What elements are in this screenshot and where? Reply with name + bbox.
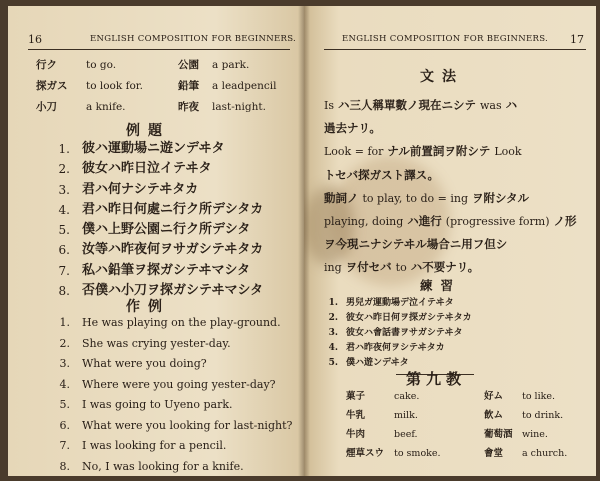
- vocab-english: to like.: [522, 391, 556, 402]
- grammar-text: ノ形: [549, 214, 577, 229]
- grammar-text: ヲ付セバ: [341, 260, 396, 275]
- grammar-text: to play, to do: [362, 191, 435, 205]
- grammar-text: Look: [324, 145, 352, 159]
- grammar-text: 過去ナリ。: [324, 121, 381, 136]
- grammar-text: ing: [450, 191, 468, 205]
- item-text: 僕ハ遊ンデヰタ: [346, 358, 409, 368]
- page-number: 16: [28, 33, 42, 46]
- example-question: [48, 261, 263, 281]
- grammar-line: [324, 233, 586, 256]
- item-number: 3.: [58, 182, 70, 197]
- example-question: [48, 159, 263, 179]
- item-text: 君ハ昨夜何ヲシテヰタカ: [346, 343, 445, 353]
- vocab-japanese: 公園: [178, 59, 199, 71]
- item-text: 彼女ハ會話書ヲサガシテヰタ: [346, 328, 463, 338]
- vocab-english: to drink.: [522, 410, 564, 421]
- item-text: 彼ハ運動場ニ遊ンデヰタ: [82, 141, 225, 156]
- vocab-english: to smoke.: [394, 448, 441, 459]
- grammar-text: ハ進行: [403, 214, 446, 229]
- vocab-row: [346, 444, 567, 463]
- right-page: [304, 6, 596, 476]
- page-number: 17: [570, 33, 584, 46]
- grammar-text: playing, doing: [324, 215, 404, 229]
- item-number: 2.: [58, 162, 70, 177]
- grammar-line: [324, 117, 586, 140]
- item-text: 君ハ昨日何處ニ行ク所デシタカ: [82, 201, 264, 217]
- lesson-vocabulary: [346, 387, 567, 463]
- grammar-text: ヲ今現ニナシテヰル場合ニ用フ但シ: [324, 237, 508, 252]
- item-text: No, I was looking for a knife.: [82, 459, 244, 473]
- item-number: 5.: [58, 223, 70, 238]
- grammar-text: (progressive form): [445, 215, 550, 229]
- item-number: 3.: [59, 357, 70, 370]
- vocab-english: wine.: [522, 429, 548, 440]
- grammar-text: ハ三人稱單數ノ現在ニシテ: [334, 98, 481, 112]
- item-number: 2.: [328, 313, 338, 323]
- example-answer: [48, 354, 292, 375]
- header-rule: [324, 49, 586, 50]
- grammar-text: Look: [494, 145, 522, 159]
- vocab-row: [36, 97, 276, 118]
- example-answer: [48, 334, 292, 355]
- item-number: 7.: [58, 263, 70, 278]
- vocab-english: cake.: [394, 391, 420, 402]
- grammar-text: Is: [324, 99, 334, 112]
- vocab-row: [346, 406, 567, 425]
- vocab-japanese: 會堂: [484, 448, 504, 459]
- grammar-text: ハ不要ナリ。: [406, 260, 480, 275]
- grammar-text: ing: [324, 261, 342, 275]
- grammar-text: for: [367, 145, 384, 159]
- item-text: 私ハ鉛筆ヲ探ガシテヰマシタ: [82, 262, 250, 278]
- grammar-line: [324, 94, 586, 117]
- example-answer: [48, 416, 292, 437]
- example-question: [48, 240, 263, 260]
- running-header: ENGLISH COMPOSITION FOR BEGINNERS.: [90, 34, 297, 44]
- section-title-bunpo: 文法: [420, 69, 464, 85]
- vocab-japanese: 牛乳: [346, 410, 366, 421]
- left-page: [8, 6, 304, 476]
- example-answer: [48, 436, 292, 457]
- grammar-text: was: [480, 99, 502, 112]
- vocab-japanese: 葡萄酒: [484, 429, 513, 440]
- item-text: 彼女ハ昨日何ヲ探ガシテヰタカ: [346, 313, 472, 323]
- item-text: Where were you going yester-day?: [82, 377, 276, 391]
- item-number: 6.: [58, 243, 70, 258]
- item-text: 彼女ハ昨日泣イテヰタ: [82, 161, 212, 177]
- vocab-english: a church.: [522, 448, 568, 459]
- exercise-item: [328, 326, 472, 341]
- vocab-row: [346, 387, 567, 406]
- grammar-text: ヲ附シタル: [468, 190, 530, 205]
- grammar-text: ハ: [501, 98, 518, 112]
- vocab-english: a leadpencil: [212, 80, 277, 92]
- example-answer: [48, 395, 292, 416]
- vocabulary-list: [36, 55, 276, 118]
- example-questions-list: [48, 139, 263, 301]
- item-number: 8.: [59, 459, 70, 473]
- vocab-japanese: 探ガス: [36, 80, 68, 92]
- example-question: [48, 180, 263, 200]
- item-number: 4.: [58, 202, 70, 217]
- section-title-sakurei: 作例: [126, 299, 170, 315]
- item-text: She was crying yester-day.: [82, 336, 231, 350]
- book-gutter: [298, 6, 310, 476]
- item-text: 君ハ何ナシテヰタカ: [82, 181, 199, 197]
- vocab-english: to look for.: [86, 80, 143, 92]
- example-question: [48, 220, 263, 240]
- exercise-item: [328, 311, 472, 326]
- item-text: 男兒ガ運動場デ泣イテヰタ: [346, 298, 454, 308]
- vocab-row: [36, 55, 276, 76]
- exercise-list: [328, 296, 472, 371]
- book-spread: [8, 6, 596, 476]
- item-number: 5.: [328, 358, 338, 368]
- item-number: 1.: [58, 142, 70, 156]
- example-question: [48, 200, 263, 220]
- item-text: I was going to Uyeno park.: [82, 398, 233, 411]
- vocab-japanese: 牛肉: [346, 429, 366, 440]
- example-question: [48, 139, 263, 159]
- vocab-english: a park.: [212, 59, 250, 71]
- exercise-item: [328, 296, 472, 311]
- vocab-row: [36, 76, 276, 97]
- vocab-japanese: 鉛筆: [178, 80, 199, 92]
- item-text: 否僕ハ小刀ヲ探ガシテヰマシタ: [82, 283, 263, 299]
- vocab-english: to go.: [86, 59, 117, 71]
- item-number: 8.: [58, 284, 70, 299]
- item-text: What were you doing?: [82, 357, 207, 370]
- running-header: ENGLISH COMPOSITION FOR BEGINNERS.: [342, 34, 549, 44]
- item-text: What were you looking for last-night?: [82, 418, 293, 432]
- grammar-line: [324, 164, 586, 187]
- item-text: He was playing on the play-ground.: [82, 316, 281, 329]
- item-text: I was looking for a pencil.: [82, 439, 227, 452]
- grammar-line: [324, 210, 586, 233]
- item-number: 1.: [328, 298, 338, 308]
- vocab-japanese: 行ク: [36, 59, 57, 71]
- vocab-japanese: 小刀: [36, 101, 57, 113]
- grammar-line: [324, 140, 586, 163]
- vocab-english: last-night.: [212, 101, 266, 113]
- exercise-item: [328, 341, 472, 356]
- item-text: 僕ハ上野公園ニ行ク所デシタ: [82, 222, 251, 238]
- grammar-text: トセバ探ガスト譯ス。: [324, 167, 439, 182]
- item-number: 5.: [59, 398, 70, 411]
- vocab-english: milk.: [394, 410, 418, 421]
- vocab-japanese: 好ム: [484, 391, 504, 402]
- vocab-english: a knife.: [86, 101, 126, 113]
- vocab-english: beef.: [394, 429, 418, 440]
- item-number: 6.: [59, 418, 70, 432]
- section-title-reidai: 例題: [126, 123, 170, 139]
- grammar-text: to: [395, 261, 407, 275]
- grammar-text: =: [434, 191, 451, 205]
- header-rule: [28, 49, 290, 50]
- example-answer: [48, 313, 292, 334]
- vocab-japanese: 昨夜: [178, 101, 199, 113]
- item-text: 汝等ハ昨夜何ヲサガシテヰタカ: [82, 242, 264, 258]
- example-answer: [48, 457, 292, 477]
- vocab-japanese: 飲ム: [484, 410, 504, 421]
- vocab-row: [346, 425, 567, 444]
- section-title-renshu: 練習: [420, 278, 462, 293]
- item-number: 2.: [59, 336, 70, 350]
- grammar-text: ナル前置詞ヲ附シテ: [383, 144, 495, 159]
- vocab-japanese: 煙草スウ: [346, 448, 385, 459]
- grammar-notes: [324, 94, 586, 280]
- grammar-line: [324, 187, 586, 210]
- item-number: 3.: [328, 328, 338, 338]
- lesson-title: 第九教: [406, 370, 467, 388]
- vocab-japanese: 菓子: [346, 391, 366, 402]
- item-number: 1.: [59, 316, 70, 329]
- item-number: 4.: [328, 343, 338, 353]
- grammar-text: 動詞ノ: [324, 190, 363, 205]
- example-answer: [48, 375, 292, 396]
- example-answers-list: [48, 313, 292, 476]
- grammar-text: =: [351, 145, 368, 159]
- item-number: 7.: [59, 439, 70, 452]
- item-number: 4.: [59, 377, 70, 391]
